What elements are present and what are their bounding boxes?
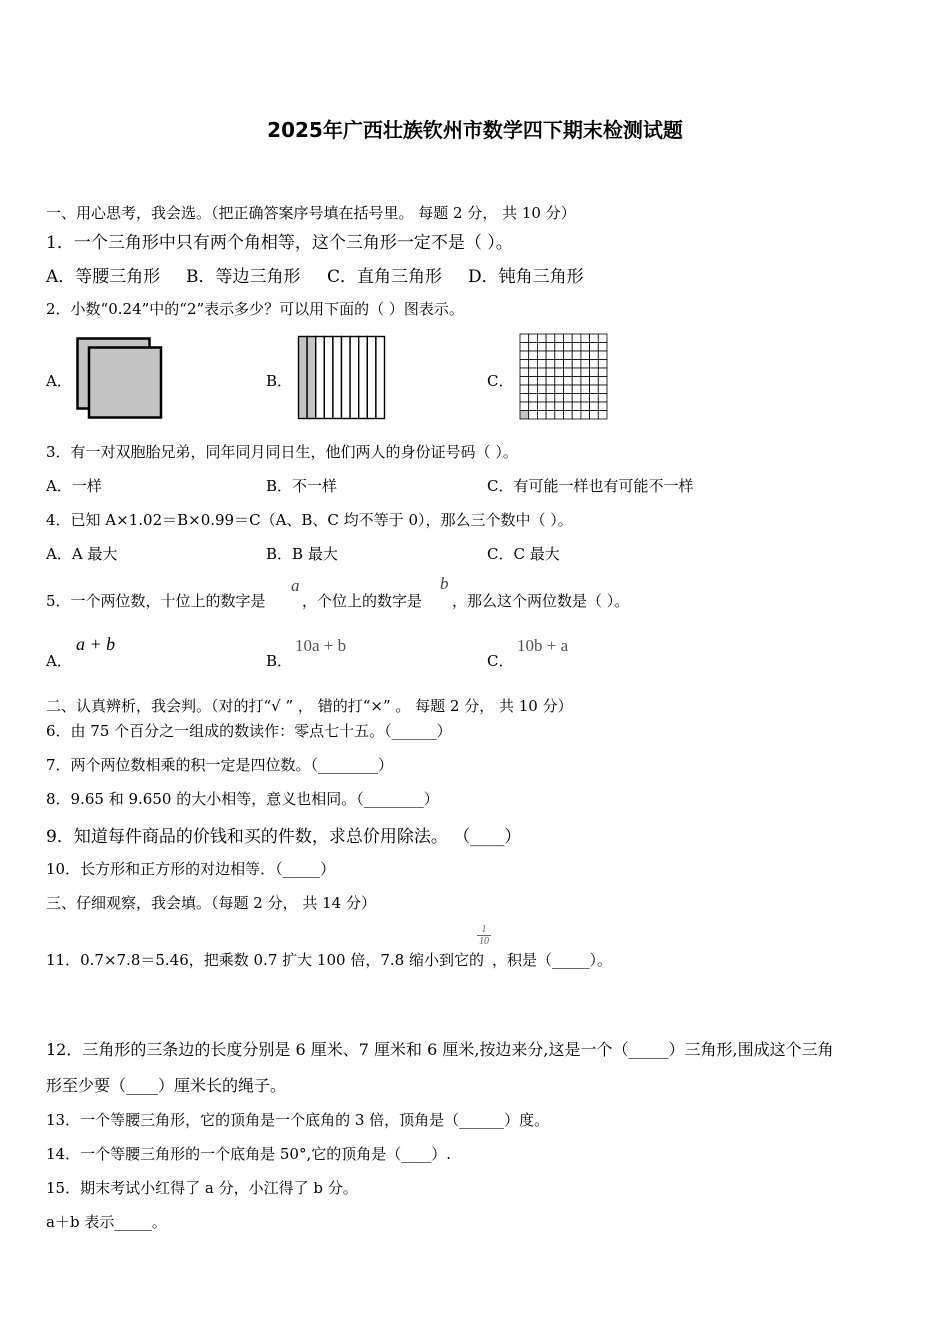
- q3-option-a: A．一样: [46, 477, 102, 495]
- grid-cell: [581, 368, 590, 377]
- grid-cell: [537, 368, 546, 377]
- grid-cell: [537, 334, 546, 343]
- q2-option-c-label: C．: [487, 372, 514, 390]
- grid-cell: [598, 411, 607, 420]
- grid-cell: [537, 343, 546, 352]
- q3-option-b: B．不一样: [266, 477, 338, 495]
- q10-text: 10．长方形和正方形的对边相等．（_____）: [46, 860, 336, 878]
- q5-var-a: a: [291, 576, 300, 595]
- grid-cell: [520, 368, 529, 377]
- q11-text-part1: 11．0.7×7.8＝5.46，把乘数 0.7 扩大 100 倍，7.8 缩小到它的: [46, 951, 484, 969]
- section1-heading: 一、用心思考，我会选。（把正确答案序号填在括号里。 每题 2 分， 共 10 分）: [46, 204, 576, 222]
- grid-cell: [529, 385, 538, 394]
- grid-cell: [572, 334, 581, 343]
- grid-cell: [520, 377, 529, 386]
- q5-option-b-expr: 10a + b: [295, 636, 347, 655]
- q2-figure-b: [297, 335, 387, 421]
- q11-fraction-numerator: 1: [481, 924, 487, 935]
- grid-cell: [598, 368, 607, 377]
- grid-cell: [564, 377, 573, 386]
- grid-cell: [590, 351, 599, 360]
- q2-option-a-label: A．: [46, 372, 72, 390]
- grid-cell: [590, 385, 599, 394]
- q5-stem-part3: ，那么这个两位数是（ ）。: [452, 592, 630, 610]
- grid-cell: [564, 343, 573, 352]
- q5-option-a-expr: a + b: [76, 634, 116, 654]
- grid-cell: [520, 360, 529, 369]
- grid-cell: [546, 385, 555, 394]
- q4-stem: 4．已知 A×1.02＝B×0.99＝C（A、B、C 均不等于 0），那么三个数中（ ）。: [46, 511, 573, 529]
- q2-option-b-label: B．: [266, 372, 293, 390]
- q12-text-line1: 12．三角形的三条边的长度分别是 6 厘米、7 厘米和 6 厘米,按边来分,这是一个（_____）三角形,围成这个三角: [46, 1040, 834, 1059]
- q11-text-part2: ，积是（_____）。: [492, 951, 613, 969]
- grid-cell: [555, 368, 564, 377]
- q2-figure-a: [76, 337, 164, 419]
- grid-cell: [572, 360, 581, 369]
- grid-cell: [564, 411, 573, 420]
- q3-stem: 3．有一对双胞胎兄弟，同年同月同日生，他们两人的身份证号码（ ）。: [46, 443, 518, 461]
- grid-cell: [564, 360, 573, 369]
- grid-cell: [546, 368, 555, 377]
- grid-cell: [598, 343, 607, 352]
- q15-subtext: a＋b 表示_____。: [46, 1213, 167, 1231]
- strip-shaded: [299, 337, 308, 419]
- grid-cell: [581, 385, 590, 394]
- q11-fraction: [477, 924, 491, 947]
- grid-cell: [564, 394, 573, 403]
- grid-cell: [529, 402, 538, 411]
- q1-option-a: A．等腰三角形: [46, 267, 161, 287]
- grid-cell: [529, 411, 538, 420]
- grid-cell: [555, 377, 564, 386]
- grid-cell: [572, 351, 581, 360]
- grid-cell: [520, 394, 529, 403]
- grid-cell: [590, 343, 599, 352]
- strip: [333, 337, 342, 419]
- q6-text: 6．由 75 个百分之一组成的数读作：零点七十五。（______）: [46, 722, 452, 740]
- grid-cell: [590, 360, 599, 369]
- grid-cell: [581, 402, 590, 411]
- grid-cell: [555, 334, 564, 343]
- grid-cell: [598, 334, 607, 343]
- grid-cell: [564, 402, 573, 411]
- grid-cell: [590, 368, 599, 377]
- page-title: 2025年广西壮族钦州市数学四下期末检测试题: [267, 118, 683, 142]
- grid-cell: [520, 334, 529, 343]
- grid-cell: [590, 411, 599, 420]
- grid-cell: [555, 411, 564, 420]
- q5-option-a-label: A．: [46, 652, 72, 670]
- q1-option-d: D．钝角三角形: [468, 267, 584, 287]
- q9-text: 9．知道每件商品的价钱和买的件数，求总价用除法。 （____）: [46, 827, 522, 847]
- q5-stem-part2: ，个位上的数字是: [302, 592, 423, 610]
- section2-heading: 二、认真辨析，我会判。（对的打“√ ” ， 错的打“×” 。 每题 2 分， 共 10 分）: [46, 697, 573, 715]
- grid-cell: [598, 402, 607, 411]
- grid-cell: [529, 368, 538, 377]
- grid-cell: [546, 377, 555, 386]
- grid-cell: [529, 334, 538, 343]
- strip: [342, 337, 351, 419]
- grid-cell: [590, 394, 599, 403]
- grid-cell: [520, 385, 529, 394]
- grid-cell: [546, 394, 555, 403]
- strip: [359, 337, 368, 419]
- q5-option-b-label: B．: [266, 652, 293, 670]
- grid-cell-shaded: [520, 411, 529, 420]
- q12-text-line2: 形至少要（____）厘米长的绳子。: [46, 1076, 287, 1095]
- q5-option-c-label: C．: [487, 652, 514, 670]
- strip: [324, 337, 333, 419]
- grid-cell: [590, 402, 599, 411]
- grid-cell: [598, 385, 607, 394]
- grid-cell: [529, 343, 538, 352]
- grid-cell: [537, 394, 546, 403]
- strip: [350, 337, 359, 419]
- grid-cell: [520, 351, 529, 360]
- grid-cell: [581, 351, 590, 360]
- grid-cell: [598, 360, 607, 369]
- q2-stem: 2．小数“0.24”中的“2”表示多少？可以用下面的（ ）图表示。: [46, 300, 464, 318]
- grid-cell: [555, 385, 564, 394]
- grid-cell: [546, 351, 555, 360]
- grid-cell: [564, 368, 573, 377]
- grid-cell: [555, 394, 564, 403]
- grid-cell: [555, 402, 564, 411]
- grid-cell: [529, 351, 538, 360]
- grid-cell: [537, 411, 546, 420]
- grid-cell: [572, 377, 581, 386]
- grid-cell: [537, 402, 546, 411]
- q4-option-a: A．A 最大: [46, 545, 118, 563]
- grid-cell: [572, 411, 581, 420]
- q8-text: 8．9.65 和 9.650 的大小相等，意义也相同。（________）: [46, 790, 439, 808]
- grid-cell: [529, 360, 538, 369]
- grid-cell: [537, 385, 546, 394]
- q7-text: 7．两个两位数相乘的积一定是四位数。（________）: [46, 756, 394, 774]
- grid-cell: [564, 385, 573, 394]
- grid-cell: [546, 343, 555, 352]
- q4-option-c: C．C 最大: [487, 545, 560, 563]
- grid-cell: [581, 394, 590, 403]
- q2-figure-c: [519, 333, 609, 420]
- section3-heading: 三、仔细观察，我会填。（每题 2 分， 共 14 分）: [46, 894, 376, 912]
- q1-option-b: B．等边三角形: [186, 267, 301, 287]
- grid-cell: [537, 360, 546, 369]
- strip: [316, 337, 325, 419]
- grid-cell: [581, 334, 590, 343]
- q1-option-c: C．直角三角形: [327, 267, 443, 287]
- q1-stem: 1．一个三角形中只有两个角相等，这个三角形一定不是（ ）。: [46, 233, 513, 253]
- q4-option-b: B．B 最大: [266, 545, 338, 563]
- q5-option-c-expr: 10b + a: [517, 636, 569, 655]
- grid-cell: [581, 411, 590, 420]
- q5-stem-part1: 5．一个两位数，十位上的数字是: [46, 592, 266, 610]
- grid-cell: [572, 343, 581, 352]
- grid-cell: [581, 343, 590, 352]
- grid-cell: [546, 360, 555, 369]
- q14-text: 14．一个等腰三角形的一个底角是 50°,它的顶角是（____）.: [46, 1145, 451, 1163]
- grid-cell: [555, 343, 564, 352]
- grid-cell: [546, 411, 555, 420]
- grid-cell: [537, 351, 546, 360]
- grid-cell: [529, 394, 538, 403]
- grid-cell: [564, 351, 573, 360]
- grid-cell: [555, 351, 564, 360]
- grid-cell: [581, 377, 590, 386]
- grid-cell: [555, 360, 564, 369]
- strip-shaded: [307, 337, 316, 419]
- grid-cell: [572, 394, 581, 403]
- grid-cell: [520, 402, 529, 411]
- grid-cell: [546, 334, 555, 343]
- grid-cell: [598, 377, 607, 386]
- q13-text: 13．一个等腰三角形，它的顶角是一个底角的 3 倍，顶角是（______）度。: [46, 1111, 550, 1129]
- q3-option-c: C．有可能一样也有可能不一样: [487, 477, 694, 495]
- q11-fraction-denominator: 10: [479, 936, 489, 947]
- grid-cell: [590, 377, 599, 386]
- grid-cell: [546, 402, 555, 411]
- grid-cell: [581, 360, 590, 369]
- grid-cell: [590, 334, 599, 343]
- grid-cell: [598, 351, 607, 360]
- grid-cell: [529, 377, 538, 386]
- grid-cell: [598, 394, 607, 403]
- grid-cell: [537, 377, 546, 386]
- q5-var-b: b: [440, 574, 449, 593]
- q15-text: 15．期末考试小红得了 a 分，小江得了 b 分。: [46, 1179, 358, 1197]
- grid-cell: [572, 385, 581, 394]
- grid-cell: [572, 402, 581, 411]
- strip: [367, 337, 376, 419]
- strip: [376, 337, 385, 419]
- grid-cell: [564, 334, 573, 343]
- grid-cell: [572, 368, 581, 377]
- grid-cell: [520, 343, 529, 352]
